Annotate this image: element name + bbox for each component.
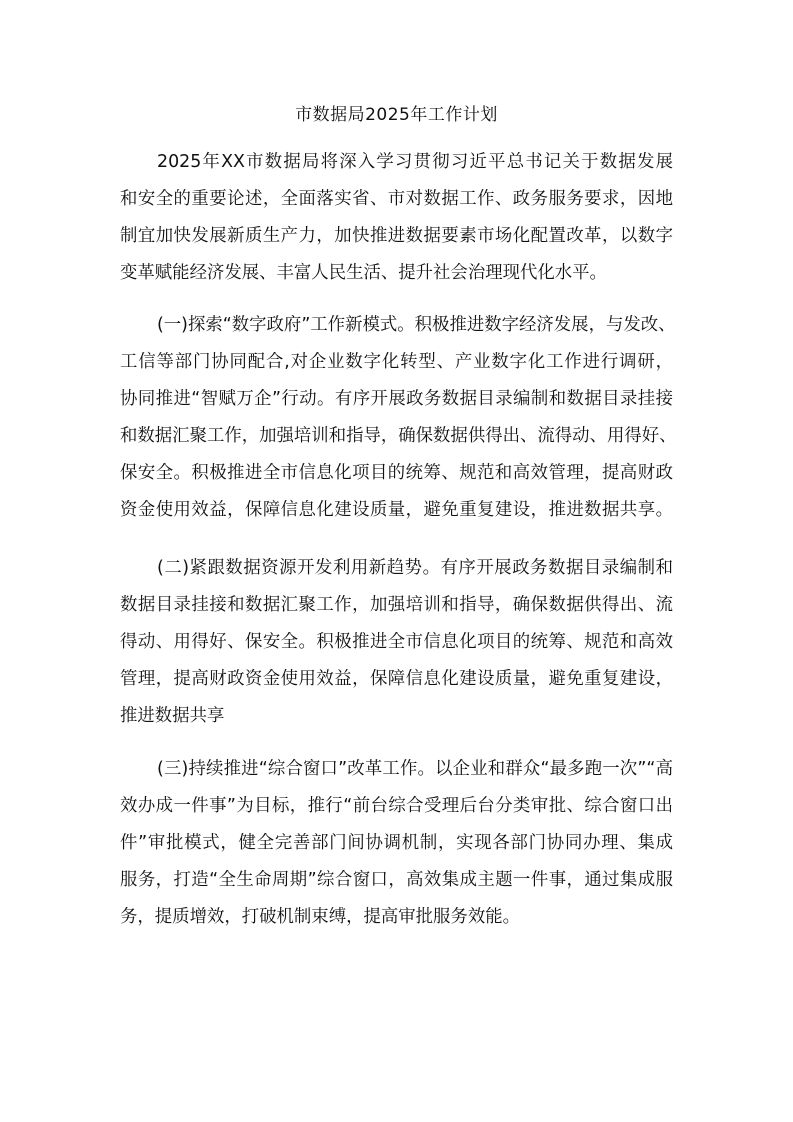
paragraph-3-line-4: 管理，提高财政资金使用效益，保障信息化建设质量，避免重复建设， [120,669,673,689]
paragraph-4-line-4: 服务，打造“全生命周期”综合窗口，高效集成主题一件事，通过集成服 [120,870,673,890]
paragraph-2-line-4: 和数据汇聚工作，加强培训和指导，确保数据供得出、流得动、用得好、 [120,426,677,446]
paragraph-3-line-3: 得动、用得好、保安全。积极推进全市信息化项目的统筹、规范和高效 [120,632,673,652]
paragraph-3-line-2: 数据目录挂接和数据汇聚工作，加强培训和指导，确保数据供得出、流 [120,595,673,615]
document-title: 市数据局2025年工作计划 [295,105,498,125]
paragraph-2-line-1: (一)探索“数字政府”工作新模式。积极推进数字经济发展，与发改、 [157,315,676,335]
paragraph-2-line-2: 工信等部门协同配合,对企业数字化转型、产业数字化工作进行调研， [120,352,673,372]
paragraph-1-line-3: 制宜加快发展新质生产力，加快推进数据要素市场化配置改革，以数字 [120,226,673,246]
paragraph-1-line-4: 变革赋能经济发展、丰富人民生活、提升社会治理现代化水平。 [120,263,607,283]
paragraph-1-line-1: 2025年XX市数据局将深入学习贯彻习近平总书记关于数据发展 [157,152,673,172]
paragraph-4-line-5: 务，提质增效，打破机制束缚，提高审批服务效能。 [120,907,520,927]
paragraph-2-line-3: 协同推进“智赋万企”行动。有序开展政务数据目录编制和数据目录挂接 [120,389,673,409]
paragraph-2-line-5: 保安全。积极推进全市信息化项目的统筹、规范和高效管理，提高财政 [120,463,673,483]
paragraph-4-line-3: 件”审批模式，健全完善部门间协调机制，实现各部门协同办理、集成 [120,833,673,853]
paragraph-4-line-1: (三)持续推进“综合窗口”改革工作。以企业和群众“最多跑一次”“高 [157,759,673,779]
paragraph-3-line-1: (二)紧跟数据资源开发利用新趋势。有序开展政务数据目录编制和 [157,558,673,578]
paragraph-1-line-2: 和安全的重要论述，全面落实省、市对数据工作、政务服务要求，因地 [120,189,673,209]
paragraph-3-line-5: 推进数据共享 [120,706,225,726]
paragraph-4-line-2: 效办成一件事”为目标，推行“前台综合受理后台分类审批、综合窗口出 [120,796,673,816]
paragraph-2-line-6: 资金使用效益，保障信息化建设质量，避免重复建设，推进数据共享。 [120,500,673,520]
